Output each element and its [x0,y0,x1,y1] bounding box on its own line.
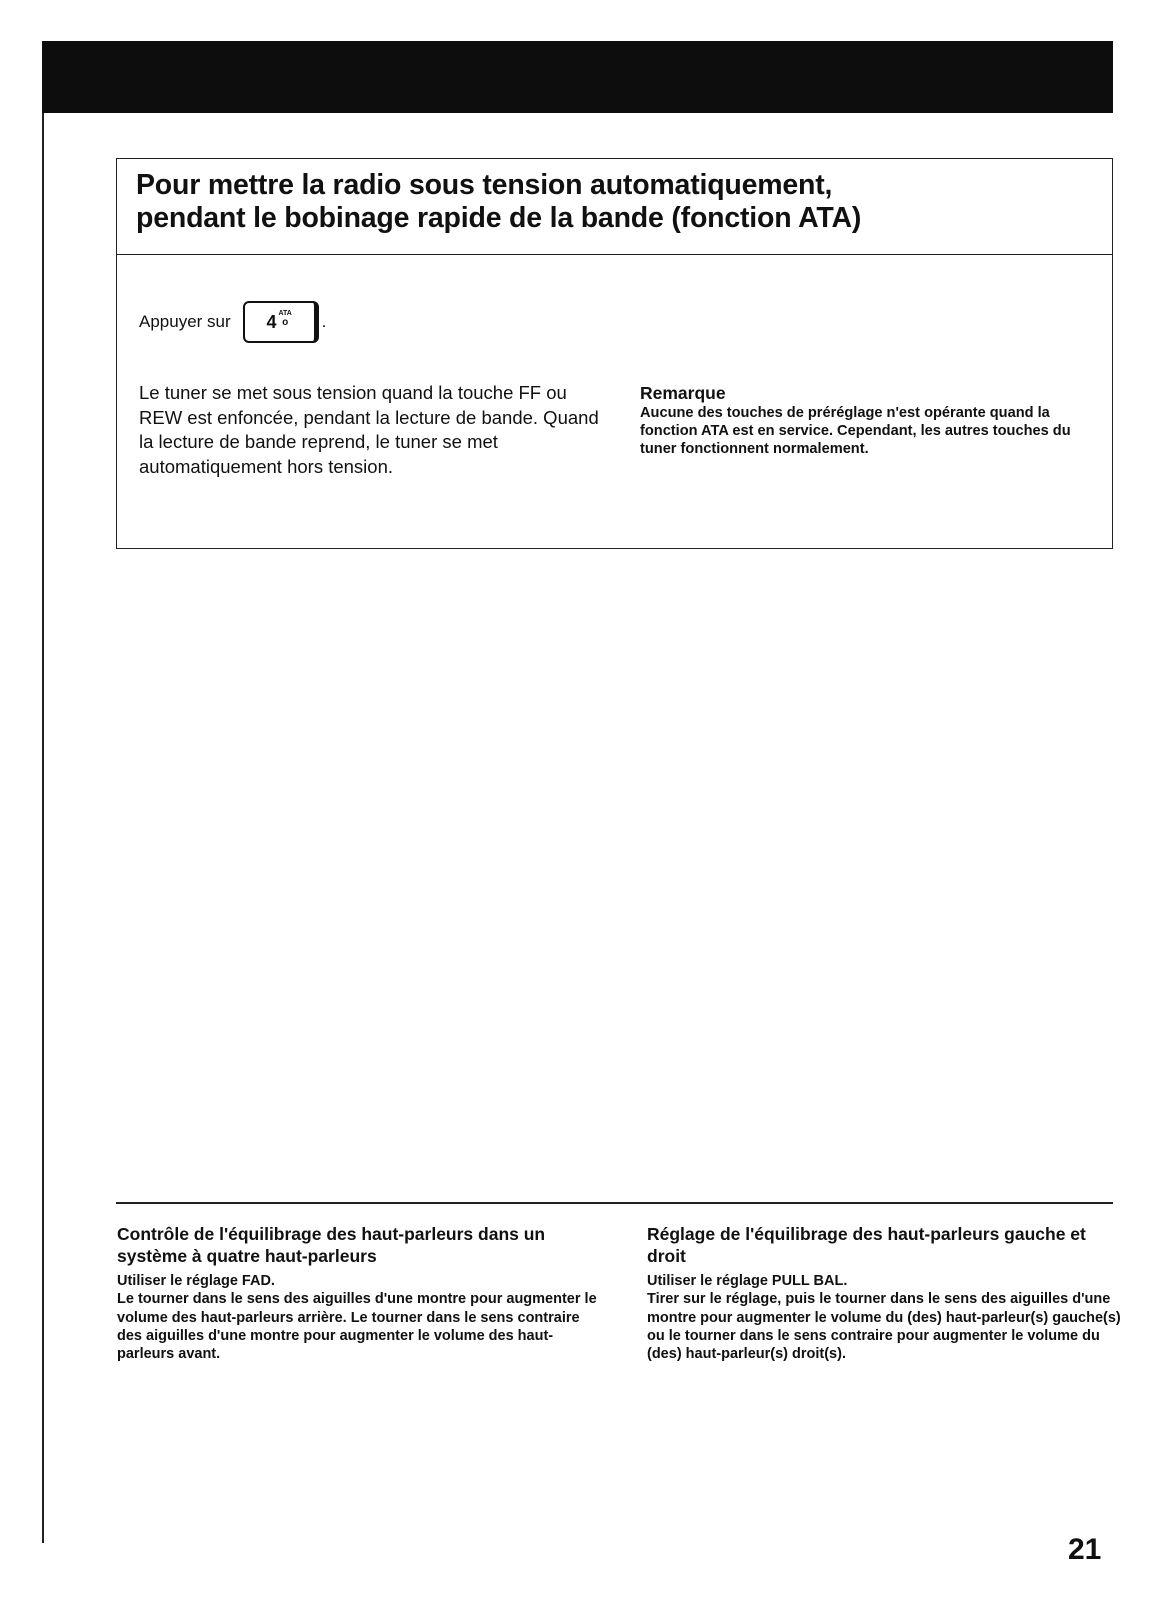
fader-section-text: Utiliser le réglage FAD. Le tourner dans le sens des aiguilles d'une montre pour augmenter le volume des haut-parleurs arrière. Le tourner dans le sens contraire des aiguilles d'une montre pour augmenter le volume des haut-parleurs avant. [117,1273,597,1363]
note-text: Aucune des touches de préréglage n'est opérante quand la fonction ATA est en service. Cependant, les autres touches du tuner fonctionnent normalement. [640,405,1071,457]
key-ata-label: ATA [278,309,292,317]
page-number: 21 [1068,1533,1102,1566]
ata-section-header [117,159,1112,255]
ata-section-box [116,158,1113,549]
section-divider [116,1202,1113,1204]
header-bar [42,41,1113,113]
press-period: . [321,312,327,331]
note-block [640,382,1092,458]
fader-section [117,1223,597,1363]
balance-section [647,1223,1127,1363]
key-circle-symbol: o [282,316,289,328]
ata-description: Le tuner se met sous tension quand la touche FF ou REW est enfoncée, pendant la lecture de bande. Quand la lecture de bande reprend, le tuner se met automatiquement hors tension. [139,382,599,477]
ata-preset-key-icon [243,301,319,343]
title-line-2: pendant le bobinage rapide de la bande (fonction ATA) [136,202,862,234]
key-superscript [279,310,292,327]
balance-section-text: Utiliser le réglage PULL BAL. Tirer sur le réglage, puis le tourner dans le sens des aiguilles d'une montre pour augmenter le volume du (des) haut-parleur(s) gauche(s) ou le tourner dans le sens contraire pour augmenter le volume du (des) haut-parleur(s) droit(s). [647,1273,1121,1363]
press-instruction [139,301,326,343]
ata-section-title [136,169,1112,235]
title-line-1: Pour mettre la radio sous tension automatiquement, [136,169,833,201]
balance-section-title: Réglage de l'équilibrage des haut-parleurs gauche et droit [647,1224,1086,1266]
key-number: 4 [266,312,277,332]
press-label: Appuyer sur [139,312,231,331]
note-title: Remarque [640,383,726,403]
left-margin-rule [42,113,44,1543]
fader-section-title: Contrôle de l'équilibrage des haut-parleurs dans un système à quatre haut-parleurs [117,1224,546,1266]
